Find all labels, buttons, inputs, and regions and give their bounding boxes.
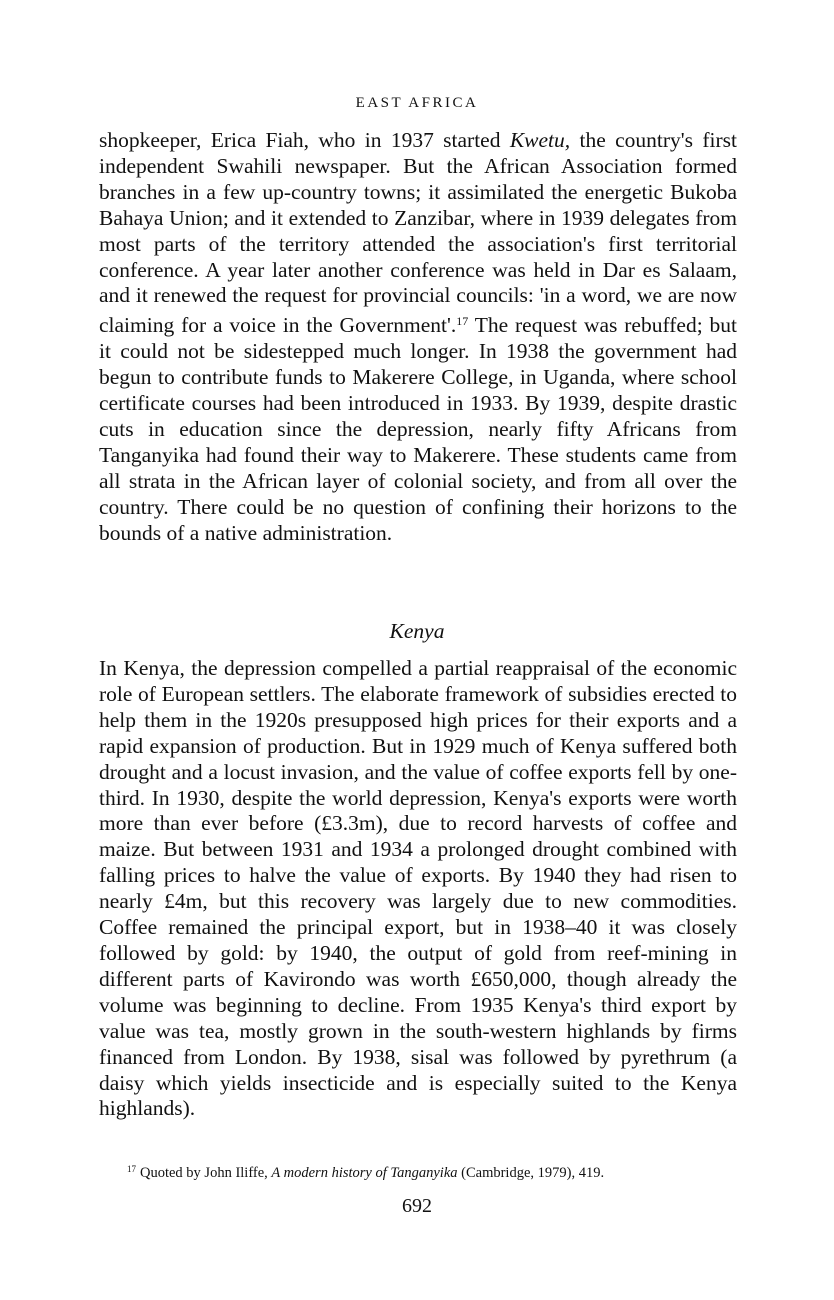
footnote-book-title: A modern history of Tanganyika (271, 1165, 458, 1181)
section-heading: Kenya (389, 619, 445, 643)
paragraph-text: The request was rebuffed; but it could not be sidestepped much longer. In 1938 the government had begun to contribute funds to Makerere College, in Uganda, where school certificate courses had been introduced in 1933. By 1939, despite drastic cuts in education since the depression, nearly fifty Africans from Tanganyika had found their way to Makerere. These students came from all strata in the African layer of colonial society, and from all over the country. There could be no question of confining their horizons to the bounds of a native administration. (99, 313, 737, 545)
footnote-text: Quoted by John Iliffe, (140, 1165, 272, 1181)
body-text-top (99, 128, 737, 547)
footnote-number: 17 (127, 1164, 136, 1174)
footnote (127, 1160, 747, 1182)
page-number: 692 (402, 1195, 432, 1217)
paragraph-kenya: In Kenya, the depression compelled a partial reappraisal of the economic role of European settlers. The elaborate framework of subsidies erected to help them in the 1920s presupposed high prices for their exports and a rapid expansion of production. But in 1929 much of Kenya suffered both drought and a locust invasion, and the value of coffee exports fell by one-third. In 1930, despite the world depression, Kenya's exports were worth more than ever before (£3.3m), due to record harvests of coffee and maize. But between 1931 and 1934 a prolonged drought combined with falling prices to halve the value of exports. By 1940 they had risen to nearly £4m, but this recovery was largely due to new commodities. Coffee remained the principal export, but in 1938–40 it was closely followed by gold: by 1940, the output of gold from reef-mining in different parts of Kavirondo was worth £650,000, though already the volume was beginning to decline. From 1935 Kenya's third export by value was tea, mostly grown in the south-western highlands by firms financed from London. By 1938, sisal was followed by pyrethrum (a daisy which yields insecticide and is especially suited to the Kenya highlands). (99, 656, 737, 1121)
running-head: EAST AFRICA (355, 95, 479, 111)
newspaper-title: Kwetu, (509, 128, 571, 152)
footnote-text: (Cambridge, 1979), 419. (457, 1165, 605, 1181)
paragraph-text: the country's first independent Swahili newspaper. But the African Association formed branches in a few up-country towns; it assimilated the energetic Bukoba Bahaya Union; and it extended to Zanzibar, where in 1939 delegates from most parts of the territory attended the association's first territorial conference. A year later another conference was held in Dar es Salaam, and it renewed the request for provincial councils: 'in a word, we are now claiming for a voice in the Government'. (99, 128, 737, 338)
paragraph-tanganyika (99, 128, 737, 547)
footnote-reference: 17 (456, 314, 469, 329)
paragraph-text: shopkeeper, Erica Fiah, who in 1937 started (99, 128, 510, 152)
body-text-kenya (99, 656, 737, 1122)
